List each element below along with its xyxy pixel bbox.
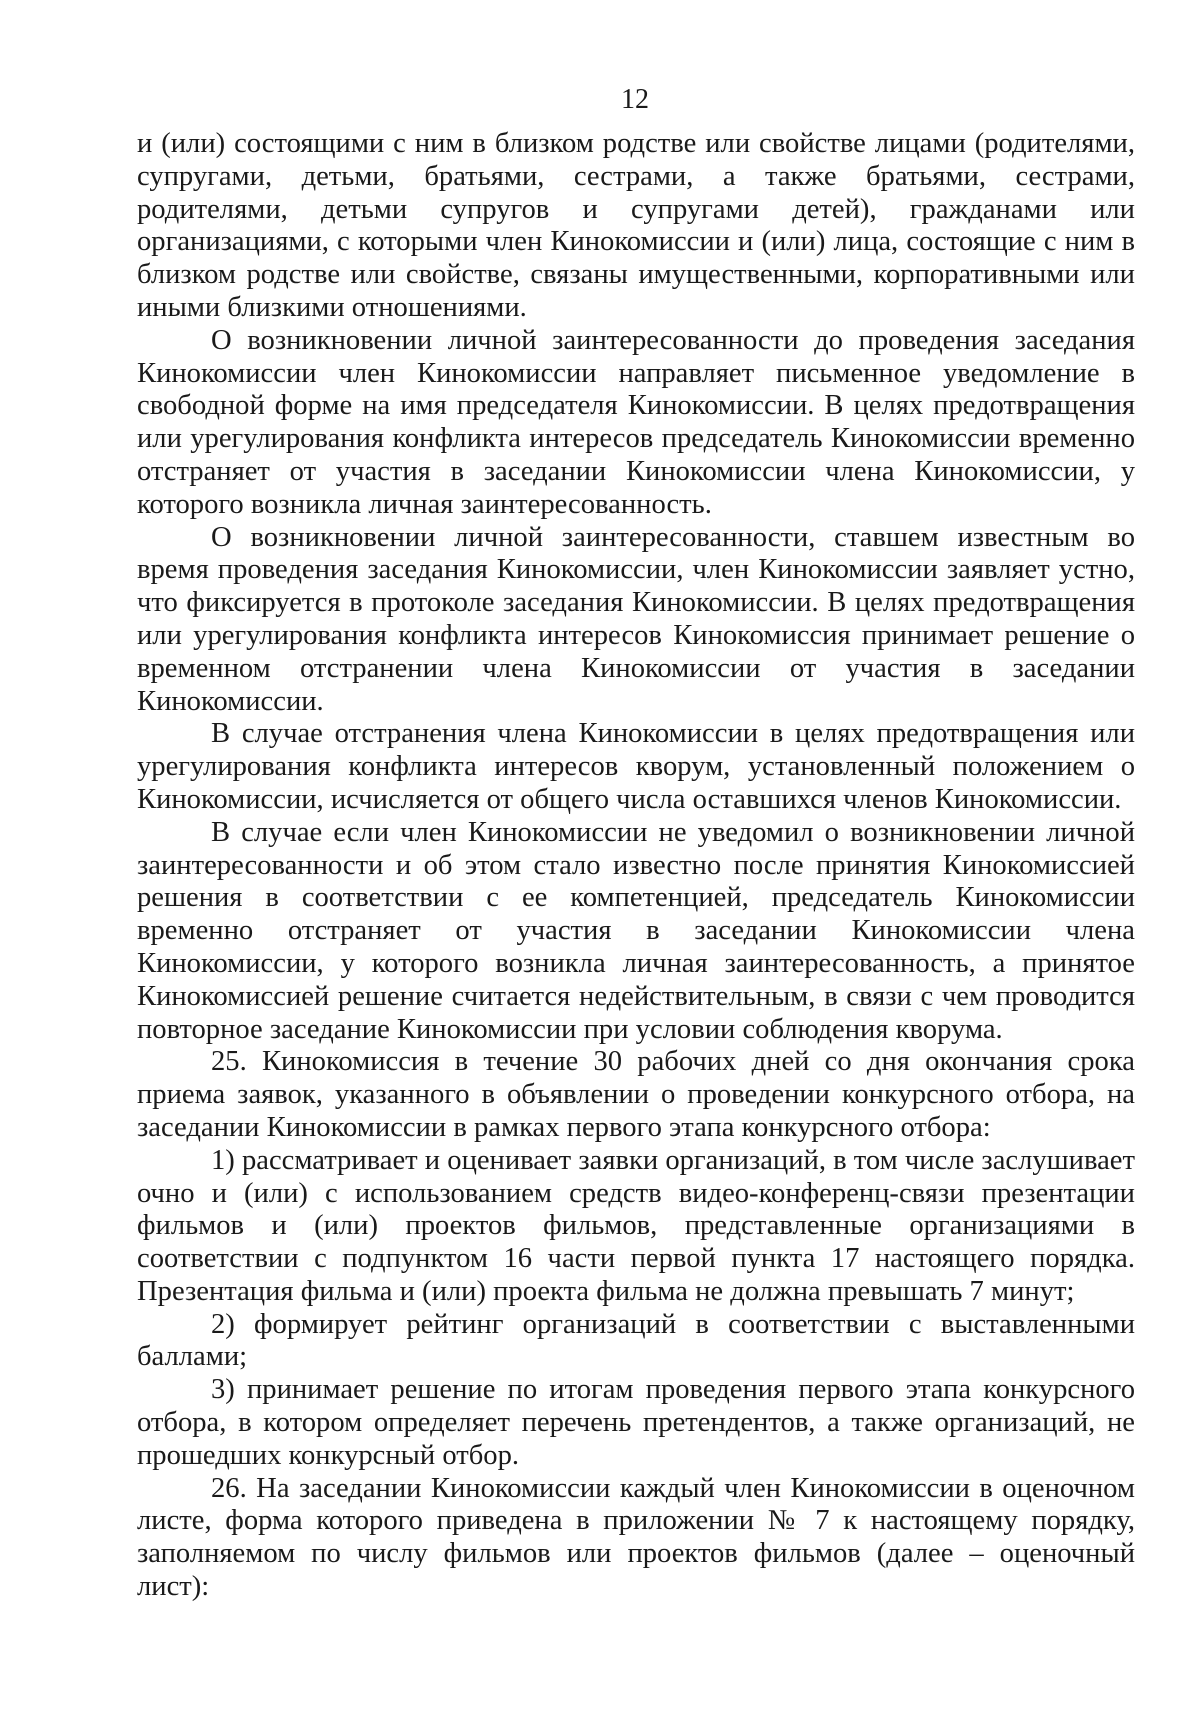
paragraph-undisclosed-interest: В случае если член Кинокомиссии не уведомил о возникновении личной заинтересованности и об этом стало известно после принятия Кинокомиссией решения в соответствии с ее компетенцией, председатель Кинокомиссии временно отстраняет от участия в заседании Кинокомиссии члена Кинокомиссии, у которого возникла личная заинтересованность, а принятое Кинокомиссией решение считается недействительным, в связи с чем проводится повторное заседание Кинокомиссии при условии соблюдения кворума. [137, 816, 1135, 1045]
page-number: 12 [621, 84, 649, 115]
paragraph-continuation: и (или) состоящими с ним в близком родстве или свойстве лицами (родителями, супругами, детьми, братьями, сестрами, а также братьями, сестрами, родителями, детьми супругов и супругами детей), гражданами или организациями, с которыми член Кинокомиссии и (или) лица, состоящие с ним в близком родстве или свойстве, связаны имущественными, корпоративными или иными близкими отношениями. [137, 128, 1135, 323]
paragraph-item-25-1: 1) рассматривает и оценивает заявки организаций, в том числе заслушивает очно и (или) с использованием средств видео-конференц-связи презентации фильмов и (или) проектов фильмов, представленные организациями в соответствии с подпунктом 16 части первой пункта 17 настоящего порядка. Презентация фильма и (или) проекта фильма не должна превышать 7 минут; [137, 1144, 1135, 1307]
paragraph-item-25: 25. Кинокомиссия в течение 30 рабочих дней со дня окончания срока приема заявок, указанного в объявлении о проведении конкурсного отбора, на заседании Кинокомиссии в рамках первого этапа конкурсного отбора: [137, 1046, 1135, 1143]
paragraph-notice-during-meeting: О возникновении личной заинтересованности, ставшем известным во время проведения заседания Кинокомиссии, член Кинокомиссии заявляет устно, что фиксируется в протоколе заседания Кинокомиссии. В целях предотвращения или урегулирования конфликта интересов Кинокомиссия принимает решение о временном отстранении члена Кинокомиссии от участия в заседании Кинокомиссии. [137, 521, 1135, 717]
paragraph-item-25-2: 2) формирует рейтинг организаций в соответствии с выставленными баллами; [137, 1308, 1135, 1373]
paragraph-quorum: В случае отстранения члена Кинокомиссии в целях предотвращения или урегулирования конфликта интересов кворум, установленный положением о Кинокомиссии, исчисляется от общего числа оставшихся членов Кинокомиссии. [137, 718, 1135, 815]
paragraph-item-25-3: 3) принимает решение по итогам проведения первого этапа конкурсного отбора, в котором определяет перечень претендентов, а также организаций, не прошедших конкурсный отбор. [137, 1374, 1135, 1471]
paragraph-notice-before-meeting: О возникновении личной заинтересованности до проведения заседания Кинокомиссии член Кинокомиссии направляет письменное уведомление в свободной форме на имя председателя Кинокомиссии. В целях предотвращения или урегулирования конфликта интересов председатель Кинокомиссии временно отстраняет от участия в заседании Кинокомиссии члена Кинокомиссии, у которого возникла личная заинтересованность. [137, 324, 1135, 520]
paragraph-item-26: 26. На заседании Кинокомиссии каждый член Кинокомиссии в оценочном листе, форма которого приведена в приложении № 7 к настоящему порядку, заполняемом по числу фильмов или проектов фильмов (далее – оценочный лист): [137, 1472, 1135, 1603]
document-body [137, 128, 1135, 1604]
